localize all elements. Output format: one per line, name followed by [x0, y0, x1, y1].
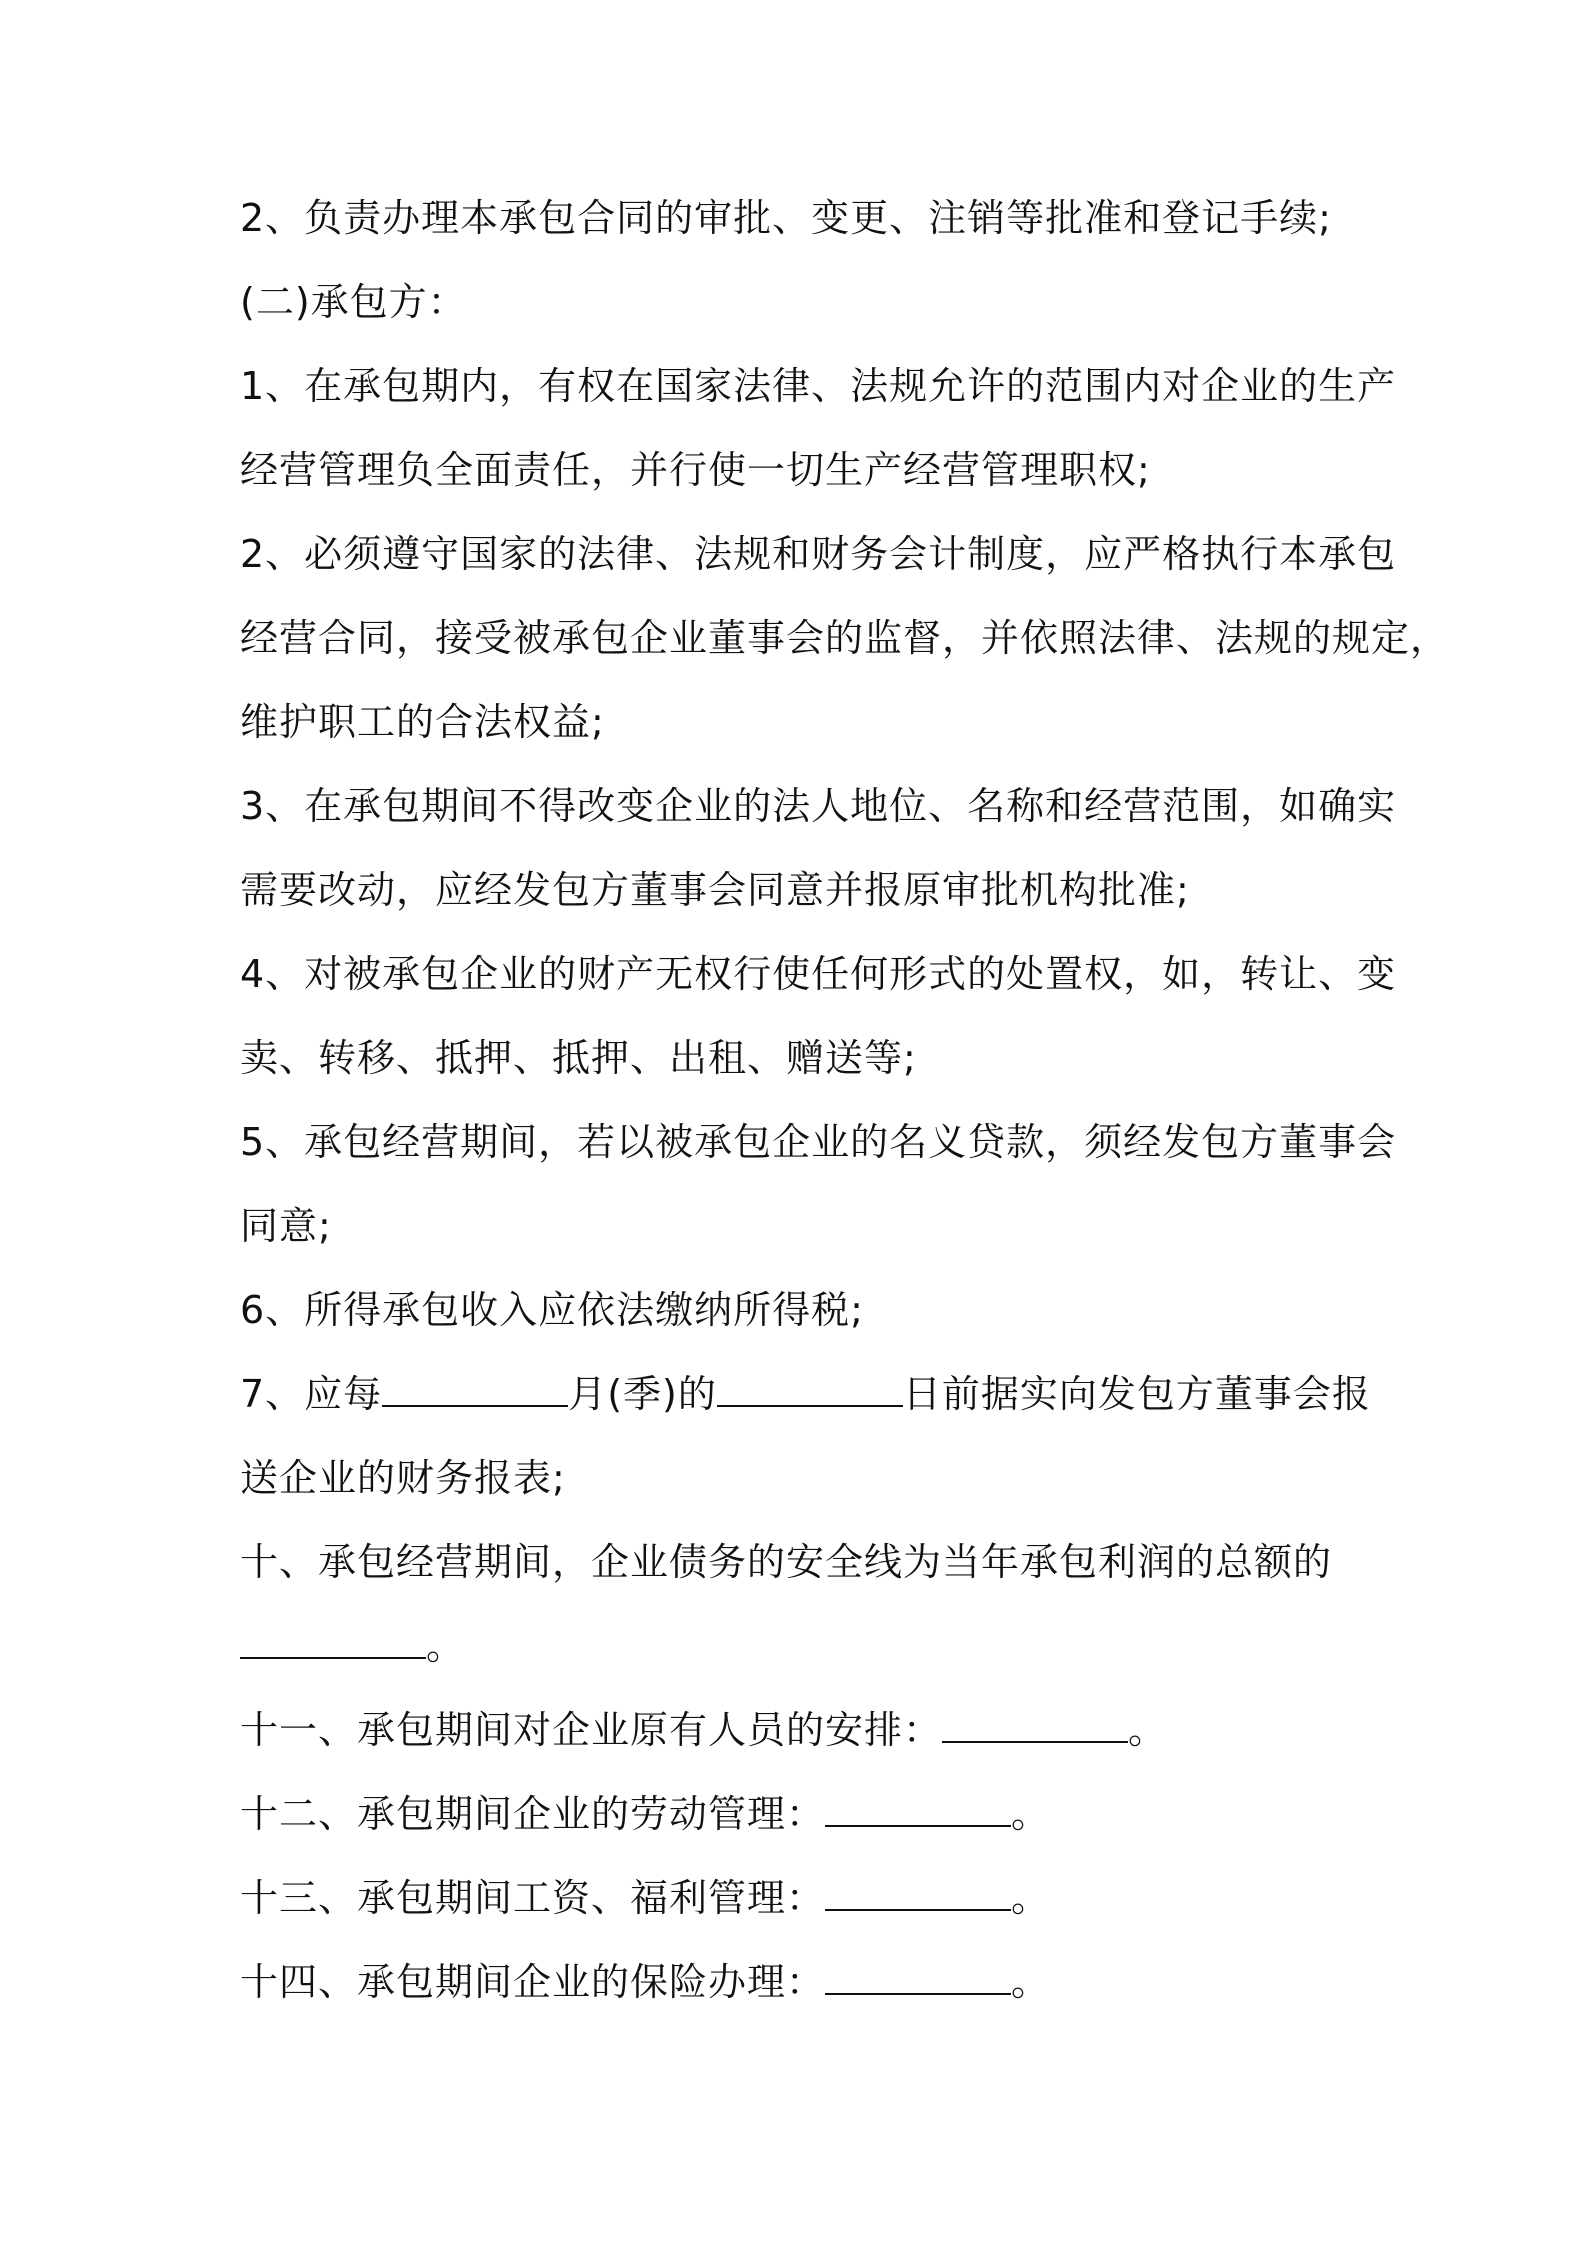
item-7-continuation: 送企业的财务报表;	[240, 1456, 566, 1500]
item-7-suffix: 日前据实向发包方董事会报	[902, 1372, 1371, 1416]
line-6: 经营合同，接受被承包企业董事会的监督，并依照法律、法规的规定，	[240, 616, 1450, 660]
line-9: 需要改动，应经发包方董事会同意并报原审批机构批准;	[240, 868, 1190, 912]
item-14-line	[240, 1960, 1360, 2004]
item-7-prefix: 7、应每	[240, 1372, 383, 1416]
item-10-blank-line	[240, 1624, 1360, 1668]
line-4: 经营管理负全面责任，并行使一切生产经营管理职权;	[240, 448, 1151, 492]
line-3: 1、在承包期内，有权在国家法律、法规允许的范围内对企业的生产	[240, 364, 1397, 408]
blank-field[interactable]	[825, 1879, 1011, 1911]
line-1: 2、负责办理本承包合同的审批、变更、注销等批准和登记手续;	[240, 196, 1332, 240]
line-2: (二)承包方：	[240, 280, 467, 324]
line-7: 维护职工的合法权益;	[240, 700, 605, 744]
line-14: 6、所得承包收入应依法缴纳所得税;	[240, 1288, 864, 1332]
blank-field[interactable]	[240, 1627, 426, 1659]
item-12-line	[240, 1792, 1360, 1836]
line-11: 卖、转移、抵押、抵押、出租、赠送等;	[240, 1036, 917, 1080]
line-13: 同意;	[240, 1204, 332, 1248]
line-10: 4、对被承包企业的财产无权行使任何形式的处置权，如，转让、变	[240, 952, 1397, 996]
item-10-line: 十、承包经营期间，企业债务的安全线为当年承包利润的总额的	[240, 1540, 1333, 1584]
blank-field[interactable]	[942, 1711, 1128, 1743]
item-12-end: 。	[1011, 1792, 1051, 1836]
blank-field[interactable]	[717, 1375, 903, 1407]
item-13-end: 。	[1011, 1876, 1051, 1920]
item-13-line	[240, 1876, 1360, 1920]
item-7-line	[240, 1372, 1371, 1416]
item-13-text: 十三、承包期间工资、福利管理：	[240, 1876, 826, 1920]
item-11-end: 。	[1128, 1708, 1168, 1752]
item-11-text: 十一、承包期间对企业原有人员的安排：	[240, 1708, 943, 1752]
item-14-end: 。	[1011, 1960, 1051, 2004]
line-12: 5、承包经营期间，若以被承包企业的名义贷款，须经发包方董事会	[240, 1120, 1397, 1164]
item-11-line	[240, 1708, 1360, 1752]
line-5: 2、必须遵守国家的法律、法规和财务会计制度，应严格执行本承包	[240, 532, 1397, 576]
document-body	[240, 196, 1450, 2044]
item-7-middle: 月(季)的	[568, 1372, 717, 1416]
blank-field[interactable]	[825, 1795, 1011, 1827]
line-8: 3、在承包期间不得改变企业的法人地位、名称和经营范围，如确实	[240, 784, 1397, 828]
item-14-text: 十四、承包期间企业的保险办理：	[240, 1960, 826, 2004]
item-12-text: 十二、承包期间企业的劳动管理：	[240, 1792, 826, 1836]
blank-field[interactable]	[382, 1375, 568, 1407]
item-10-end: 。	[426, 1624, 466, 1668]
blank-field[interactable]	[825, 1963, 1011, 1995]
